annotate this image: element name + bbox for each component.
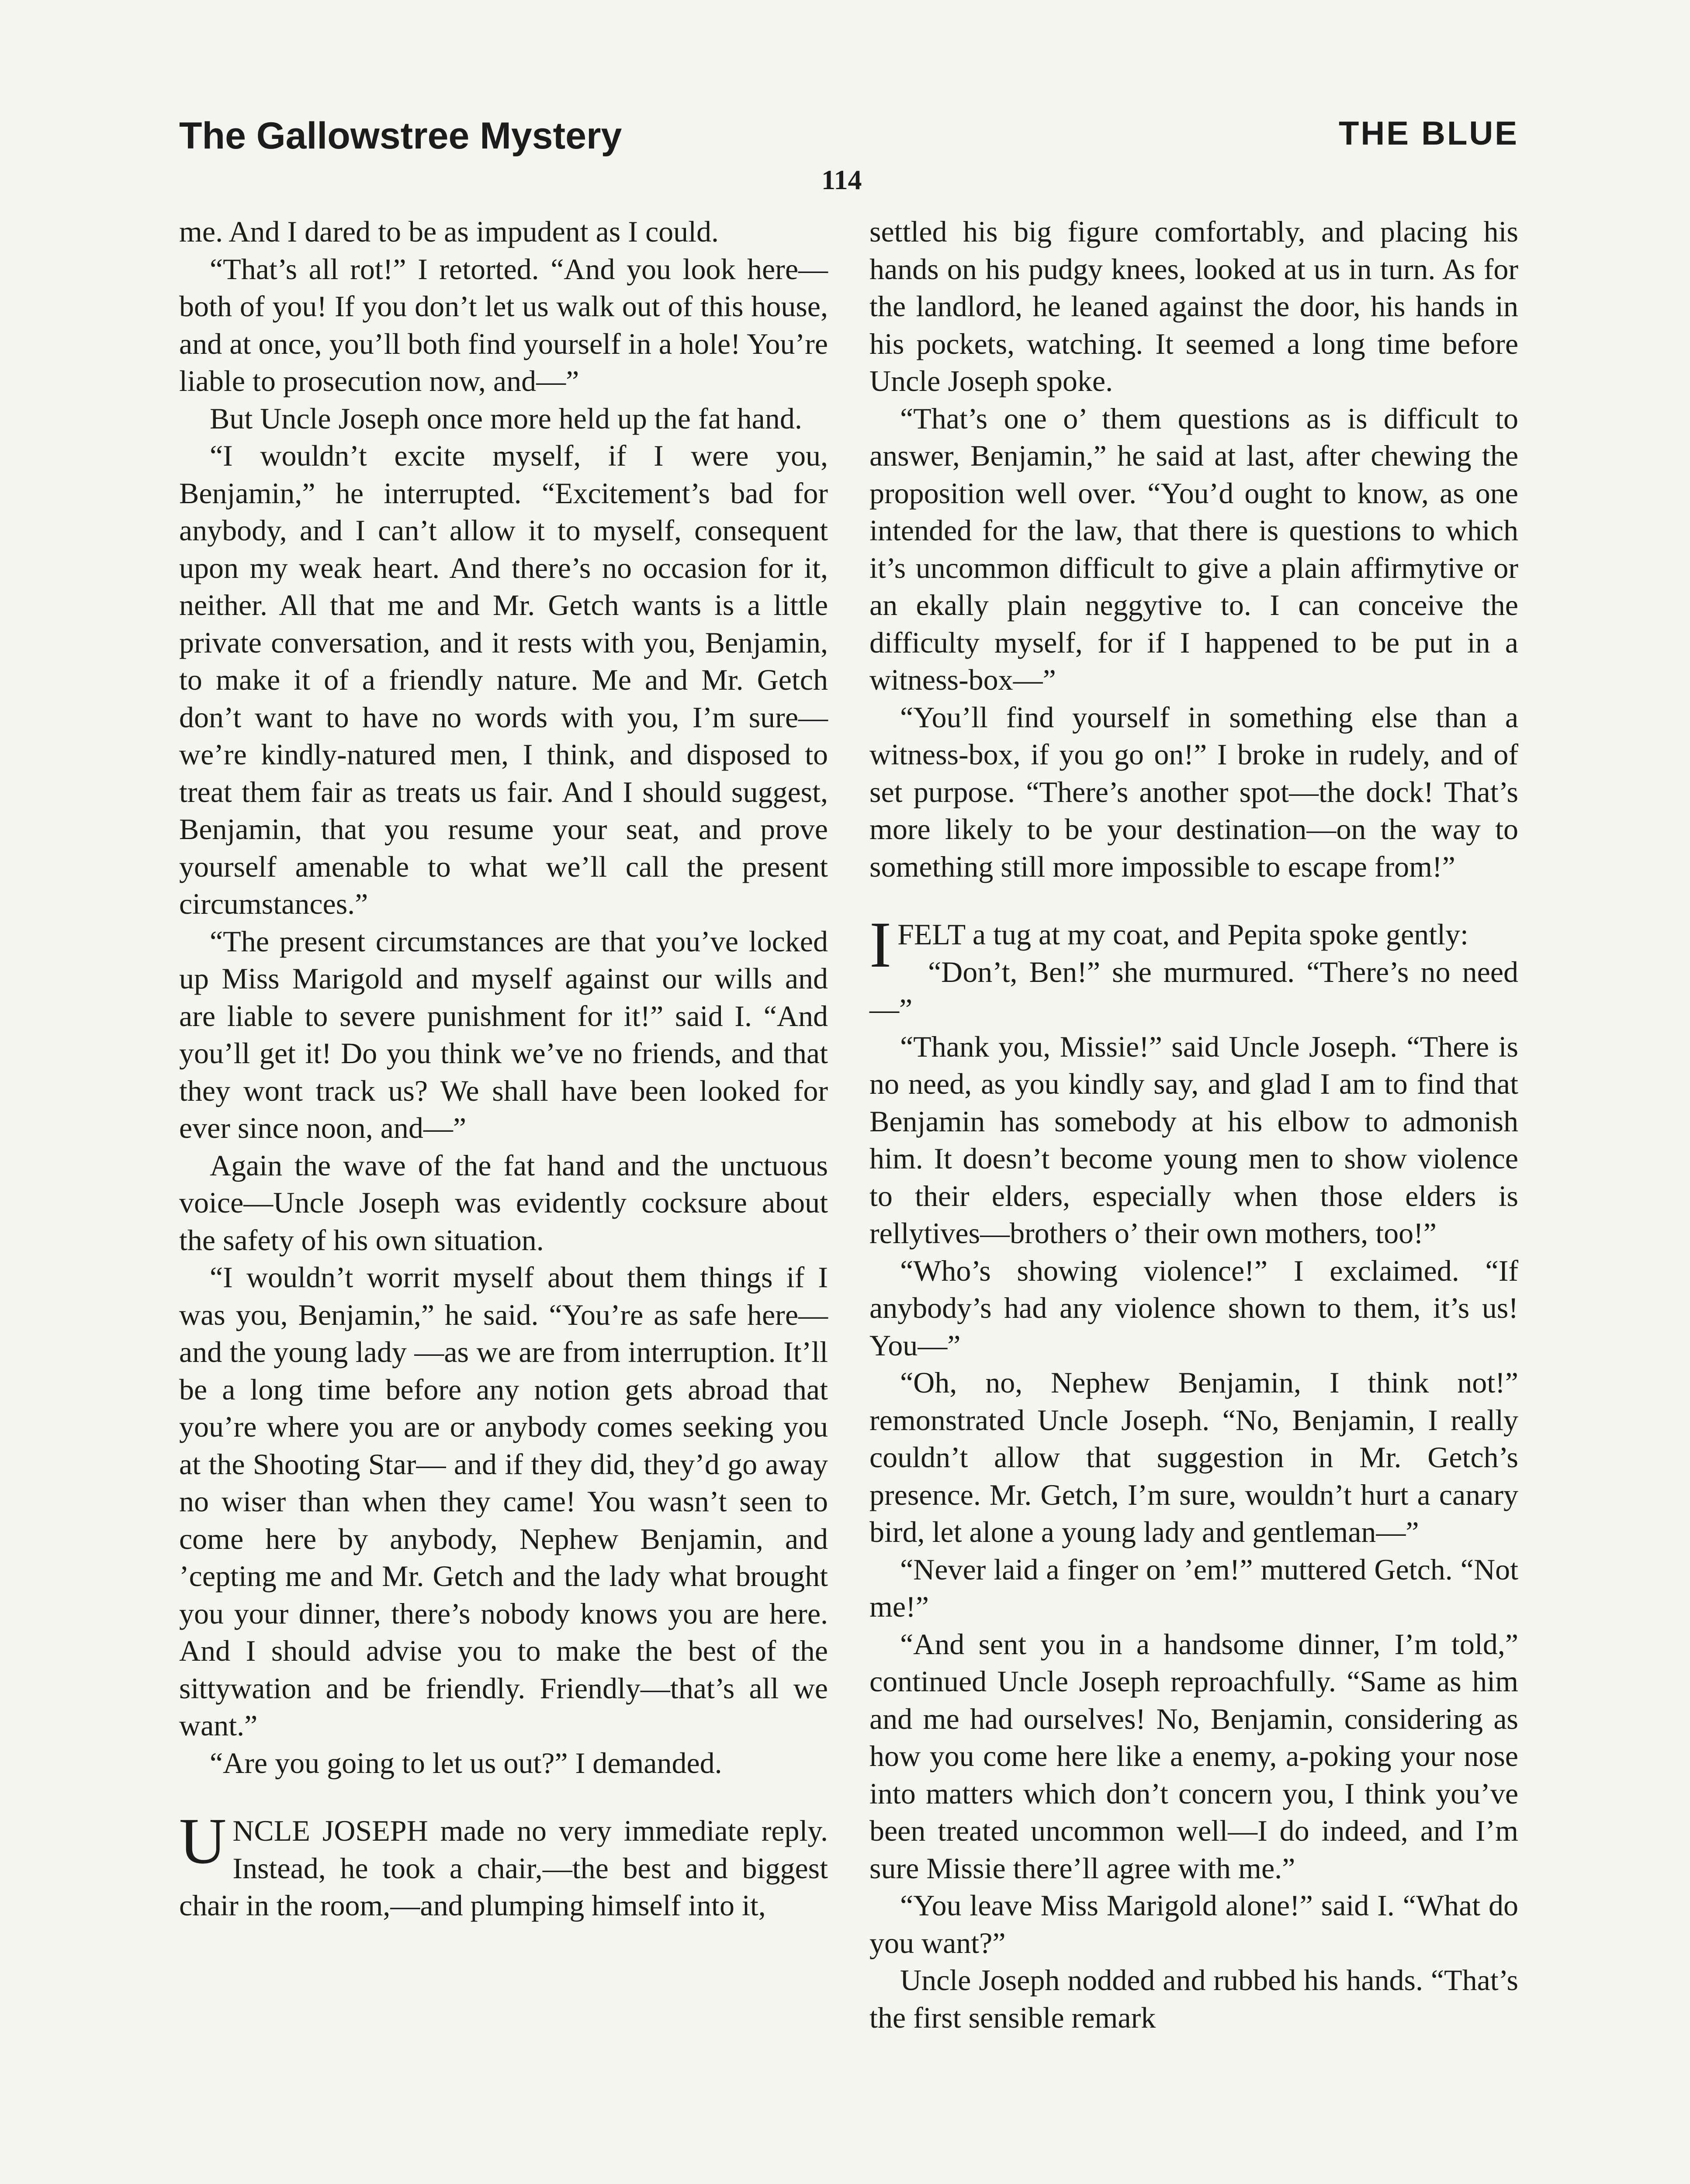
paragraph: “I wouldn’t excite myself, if I were you, Benjamin,” he interrupted. “Excitement’s bad for anybody, and I can’t allow it to myself, consequent upon my weak heart. And there’s no occasion for it, neither. All that me and Mr. Getch wants is a little private conversation, and it rests with you, Benjamin, to make it of a friendly nature. Me and Mr. Getch don’t want to have no words with you, I’m sure—we’re kindly-natured men, I think, and disposed to treat them fair as treats us fair. And I should suggest, Benjamin, that you resume your seat, and prove yourself amenable to what we’ll call the present circumstances.” xyxy=(179,439,828,920)
section-paragraph xyxy=(869,909,1518,981)
drop-cap: I xyxy=(869,909,891,981)
lead-in-words: FELT xyxy=(897,918,965,951)
paragraph: Again the wave of the fat hand and the unctuous voice—Uncle Joseph was evidently cocksure about the safety of his own situation. xyxy=(179,1148,828,1257)
paragraph: settled his big figure comfortably, and placing his hands on his pudgy knees, looked at us in turn. As for the landlord, he leaned against the door, his hands in his pockets, watching. It seemed a long time before Uncle Joseph spoke. xyxy=(869,215,1518,397)
paragraph: Uncle Joseph nodded and rubbed his hands. “That’s the first sensible remark xyxy=(869,1963,1518,2034)
paragraph: “Are you going to let us out?” I demanded. xyxy=(210,1746,722,1780)
paragraph: “And sent you in a handsome dinner, I’m told,” continued Uncle Joseph reproachfully. “Same as him and me had ourselves! No, Benjamin, considering as how you come here like a enemy, a-poking your nose into matters which don’t concern you, I think you’ve been treated uncommon well—I do indeed, and I’m sure Missie there’ll agree with me.” xyxy=(869,1627,1518,1885)
section-paragraph xyxy=(179,1805,828,1925)
story-title: The Gallowstree Mystery xyxy=(179,115,622,157)
paragraph: “I wouldn’t worrit myself about them things if I was you, Benjamin,” he said. “You’re as safe here—and the young lady —as we are from interruption. It’ll be a long time before any notion gets abroad that you’re where you are or anybody comes seeking you at the Shooting Star— and if they did, they’d go away no wiser than when they came! You wasn’t seen to come here by anybody, Nephew Benjamin, and ’cepting me and Mr. Getch and the lady what brought you your dinner, there’s nobody knows you are here. And I should advise you to make the best of the sittywation and be friendly. Friendly—that’s all we want.” xyxy=(179,1261,828,1742)
page-number: 114 xyxy=(821,164,862,195)
paragraph-text: made no very immediate reply. Instead, he took a chair,—the best and biggest chair in the room,—and plumping himself into it, xyxy=(179,1814,828,1922)
paragraph: “Oh, no, Nephew Benjamin, I think not!” remonstrated Uncle Joseph. “No, Benjamin, I really couldn’t allow that suggestion in Mr. Getch’s presence. Mr. Getch, I’m sure, wouldn’t hurt a canary bird, let alone a young lady and gentleman—” xyxy=(869,1366,1518,1548)
paragraph: “That’s all rot!” I retorted. “And you look here—both of you! If you don’t let us walk out of this house, and at once, you’ll both find yourself in a hole! You’re liable to prosecution now, and—” xyxy=(179,252,828,397)
paragraph: “You leave Miss Marigold alone!” said I. “What do you want?” xyxy=(869,1889,1518,1959)
paragraph: But Uncle Joseph once more held up the fat hand. xyxy=(210,401,802,435)
paragraph: “The present circumstances are that you’ve locked up Miss Marigold and myself against our wills and are liable to severe punishment for it!” said I. “And you’ll get it! Do you think we’ve no friends, and that they wont track us? We shall have been looked for ever since noon, and—” xyxy=(179,924,828,1144)
magazine-title: THE BLUE xyxy=(1339,115,1519,152)
paragraph: “Who’s showing violence!” I exclaimed. “If anybody’s had any violence shown to them, it’s us! You—” xyxy=(869,1254,1518,1362)
paragraph: “Don’t, Ben!” she murmured. “There’s no need—” xyxy=(869,955,1518,1026)
lead-in-words: NCLE JOSEPH xyxy=(232,1814,428,1847)
paragraph: me. And I dared to be as impudent as I could. xyxy=(179,215,719,248)
right-column xyxy=(869,213,1518,2036)
paragraph: “You’ll find yourself in something else than a witness-box, if you go on!” I broke in rudely, and of set purpose. “There’s another spot—the dock! That’s more likely to be your destination—on the way to something still more impossible to escape from!” xyxy=(869,700,1518,883)
left-column xyxy=(179,213,828,1925)
paragraph-text: a tug at my coat, and Pepita spoke gently: xyxy=(965,918,1468,951)
paragraph: “That’s one o’ them questions as is difficult to answer, Benjamin,” he said at last, after chewing the proposition well over. “You’d ought to know, as one intended for the law, that there is questions to which it’s uncommon difficult to give a plain affirmytive or an ekally plain neggytive to. I can conceive the difficulty myself, for if I happened to be put in a witness-box—” xyxy=(869,401,1518,696)
paragraph: “Thank you, Missie!” said Uncle Joseph. “There is no need, as you kindly say, and glad I am to find that Benjamin has somebody at his elbow to admonish him. It doesn’t become young men to show violence to their elders, especially when those elders is rellytives—brothers o’ their own mothers, too!” xyxy=(869,1030,1518,1250)
paragraph: “Never laid a finger on ’em!” muttered Getch. “Not me!” xyxy=(869,1552,1518,1623)
drop-cap: U xyxy=(179,1805,227,1877)
